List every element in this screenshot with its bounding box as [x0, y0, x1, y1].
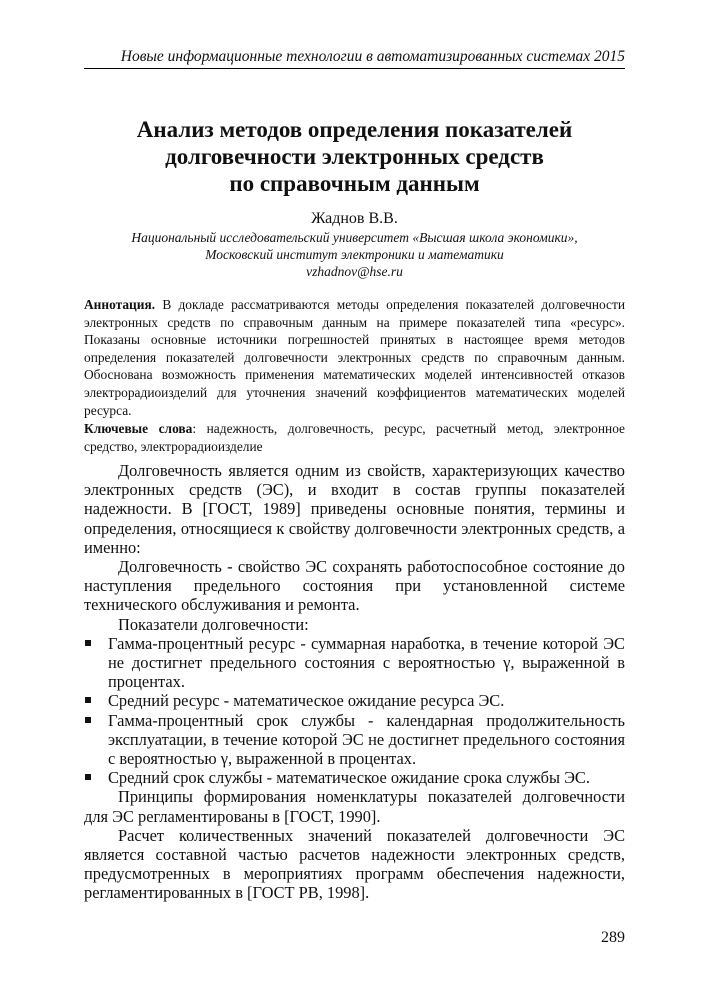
durability-indicators-list — [84, 634, 625, 788]
title-line: по справочным данным — [229, 171, 480, 196]
body-paragraph: Принципы формирования номенклатуры показателей долговечности для ЭС регламентированы в [ГОСТ, 1990]. — [84, 787, 625, 826]
abstract-label: Аннотация. — [84, 297, 156, 312]
keywords-label: Ключевые слова — [84, 421, 193, 436]
list-item — [84, 634, 625, 692]
list-item-text: Средний ресурс - математическое ожидание ресурса ЭС. — [108, 691, 505, 711]
page-number: 289 — [601, 929, 625, 946]
list-item — [84, 711, 625, 769]
paper-title — [84, 116, 625, 197]
body-paragraph: Долговечность - свойство ЭС сохранять работоспособное состояние до наступления предельного состояния при установленной системе технического обслуживания и ремонта. — [84, 557, 625, 615]
square-bullet-icon — [85, 717, 91, 723]
title-line: Анализ методов определения показателей — [136, 117, 573, 142]
list-item-text: Гамма-процентный срок службы - календарная продолжительность эксплуатации, в течение которой ЭС не достигнет предельного состояния с вероятностью γ, выраженной в процентах. — [108, 710, 625, 769]
abstract — [84, 296, 625, 419]
list-item-text: Средний срок службы - математическое ожидание срока службы ЭС. — [108, 768, 590, 788]
list-item-text: Гамма-процентный ресурс - суммарная наработка, в течение которой ЭС не достигнет предельного состояния с вероятностью γ, выраженной в процентах. — [108, 633, 625, 692]
body-paragraph: Расчет количественных значений показателей долговечности ЭС является составной частью расчетов надежности электронных средств, предусмотренных в мероприятиях программ обеспечения надежности, регламентированных в [ГОСТ РВ, 1998]. — [84, 825, 625, 903]
keywords — [84, 420, 625, 455]
square-bullet-icon — [85, 774, 91, 780]
affiliation-line: Московский институт электроники и математики — [205, 247, 504, 262]
body-paragraph: Показатели долговечности: — [118, 614, 309, 634]
list-item — [84, 768, 625, 787]
title-line: долговечности электронных средств — [165, 144, 544, 169]
square-bullet-icon — [85, 640, 91, 646]
list-item — [84, 691, 625, 710]
body-paragraph: Долговечность является одним из свойств, характеризующих качество электронных средств (ЭС), и входит в состав группы показателей надежности. В [ГОСТ, 1989] приведены основные понятия, термины и определения, относящиеся к свойству долговечности электронных средств, а именно: — [84, 461, 625, 557]
keywords-text: : надежность, долговечность, ресурс, расчетный метод, электронное средство, электрорадиоизделие — [84, 421, 625, 454]
affiliation-line: Национальный исследовательский университет «Высшая школа экономики», — [131, 230, 578, 245]
body-text — [84, 461, 625, 903]
running-header: Новые информационные технологии в автоматизированных системах 2015 — [84, 48, 625, 69]
abstract-text: В докладе рассматриваются методы определения показателей долговечности электронных средств по справочным данным на примере показателей типа «ресурс». Показаны основные источники погрешностей принятых в настоящее время методов определения показателей долговечности электронных средств по справочным данным. Обоснована возможность применения математических моделей интенсивностей отказов электрорадиоизделий для уточнения значений коэффициентов математических моделей ресурса. — [84, 297, 625, 418]
author-email: vzhadnov@hse.ru — [306, 264, 403, 279]
author-name: Жаднов В.В. — [311, 210, 398, 227]
author-affiliation — [84, 229, 625, 280]
square-bullet-icon — [85, 697, 91, 703]
